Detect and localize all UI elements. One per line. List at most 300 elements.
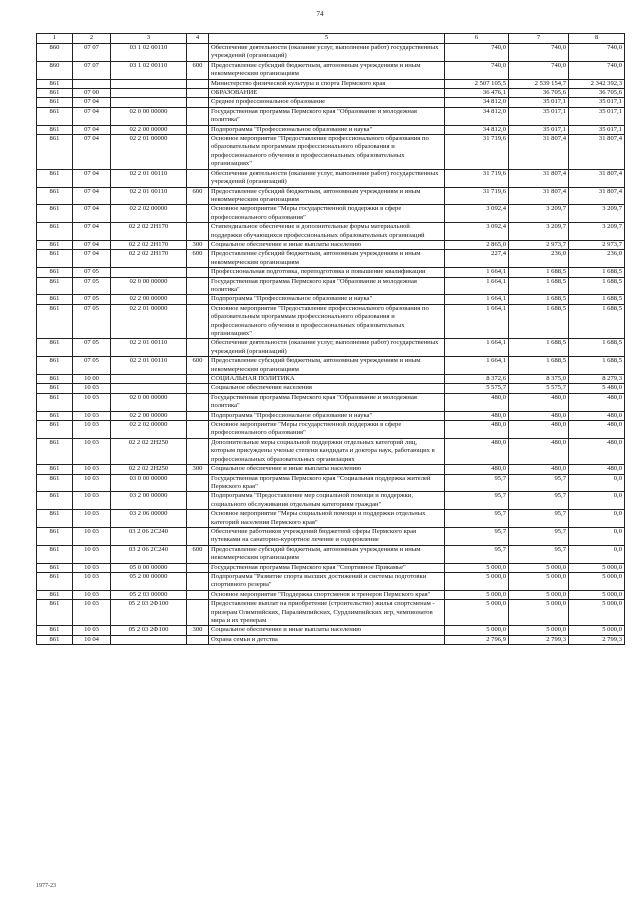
amount-year-3-cell: 1 688,5 bbox=[569, 268, 625, 277]
expense-type-code-cell: 600 bbox=[187, 545, 209, 563]
target-article-code-cell: 02 2 02 2Н250 bbox=[111, 465, 187, 474]
item-name-cell: Обеспечение деятельности (оказание услуг, выполнение работ) государственных учреждений (организаций) bbox=[209, 339, 445, 357]
ministry-code-cell: 860 bbox=[37, 61, 73, 79]
amount-year-2-cell: 1 688,5 bbox=[509, 357, 569, 375]
document-stamp: 1977-23 bbox=[36, 883, 56, 889]
target-article-code-cell bbox=[111, 98, 187, 107]
section-code-cell: 07 04 bbox=[73, 135, 111, 170]
expense-type-code-cell bbox=[187, 474, 209, 492]
amount-year-2-cell: 480,0 bbox=[509, 465, 569, 474]
expense-type-code-cell bbox=[187, 384, 209, 393]
section-code-cell: 10 03 bbox=[73, 626, 111, 635]
amount-year-2-cell: 95,7 bbox=[509, 545, 569, 563]
table-row bbox=[37, 600, 625, 626]
section-code-cell: 10 03 bbox=[73, 393, 111, 411]
amount-year-3-cell: 5 000,0 bbox=[569, 590, 625, 599]
table-row bbox=[37, 223, 625, 241]
column-header: 2 bbox=[73, 34, 111, 44]
section-code-cell: 10 03 bbox=[73, 492, 111, 510]
column-header: 4 bbox=[187, 34, 209, 44]
item-name-cell: Социальное обеспечение и иные выплаты населению bbox=[209, 240, 445, 249]
amount-year-1-cell: 95,7 bbox=[445, 527, 509, 545]
amount-year-3-cell: 5 000,0 bbox=[569, 600, 625, 626]
column-header: 7 bbox=[509, 34, 569, 44]
table-row bbox=[37, 135, 625, 170]
item-name-cell: Предоставление субсидий бюджетным, автономным учреждениям и иным некоммерческим организациям bbox=[209, 250, 445, 268]
expense-type-code-cell bbox=[187, 79, 209, 88]
item-name-cell: Предоставление субсидий бюджетным, автономным учреждениям и иным некоммерческим организациям bbox=[209, 61, 445, 79]
expense-type-code-cell bbox=[187, 393, 209, 411]
table-row bbox=[37, 474, 625, 492]
ministry-code-cell: 861 bbox=[37, 107, 73, 125]
item-name-cell: Государственная программа Пермского края "Образование и молодежная политика" bbox=[209, 277, 445, 295]
amount-year-3-cell: 5 000,0 bbox=[569, 626, 625, 635]
amount-year-3-cell: 5 480,0 bbox=[569, 384, 625, 393]
target-article-code-cell bbox=[111, 635, 187, 644]
item-name-cell: Стипендиальное обеспечение и дополнительные формы материальной поддержки обучающихся профессиональных образовательных организаций bbox=[209, 223, 445, 241]
section-code-cell: 10 03 bbox=[73, 563, 111, 572]
table-row bbox=[37, 357, 625, 375]
amount-year-3-cell: 5 000,0 bbox=[569, 563, 625, 572]
amount-year-2-cell: 8 375,0 bbox=[509, 375, 569, 384]
table-row bbox=[37, 125, 625, 134]
amount-year-2-cell: 2 799,3 bbox=[509, 635, 569, 644]
target-article-code-cell: 03 1 02 00110 bbox=[111, 44, 187, 62]
amount-year-3-cell: 480,0 bbox=[569, 421, 625, 439]
ministry-code-cell: 861 bbox=[37, 205, 73, 223]
amount-year-3-cell: 740,0 bbox=[569, 61, 625, 79]
item-name-cell: Социальное обеспечение и иные выплаты населению bbox=[209, 465, 445, 474]
amount-year-1-cell: 480,0 bbox=[445, 465, 509, 474]
expense-type-code-cell bbox=[187, 411, 209, 420]
target-article-code-cell: 03 2 06 00000 bbox=[111, 510, 187, 528]
expense-type-code-cell bbox=[187, 527, 209, 545]
amount-year-1-cell: 480,0 bbox=[445, 393, 509, 411]
target-article-code-cell: 02 2 01 00000 bbox=[111, 304, 187, 339]
amount-year-3-cell: 0,0 bbox=[569, 527, 625, 545]
amount-year-3-cell: 1 688,5 bbox=[569, 304, 625, 339]
item-name-cell: Основное мероприятие "Меры государственной поддержки в сфере профессионального образования" bbox=[209, 421, 445, 439]
section-code-cell: 07 04 bbox=[73, 98, 111, 107]
target-article-code-cell: 02 2 02 2Н170 bbox=[111, 240, 187, 249]
amount-year-1-cell: 740,0 bbox=[445, 61, 509, 79]
table-row bbox=[37, 169, 625, 187]
section-code-cell: 07 00 bbox=[73, 89, 111, 98]
amount-year-1-cell: 480,0 bbox=[445, 411, 509, 420]
section-code-cell: 10 03 bbox=[73, 384, 111, 393]
expense-type-code-cell bbox=[187, 492, 209, 510]
target-article-code-cell: 02 2 01 00000 bbox=[111, 135, 187, 170]
amount-year-2-cell: 1 688,5 bbox=[509, 295, 569, 304]
table-row bbox=[37, 98, 625, 107]
amount-year-1-cell: 740,0 bbox=[445, 44, 509, 62]
amount-year-3-cell: 0,0 bbox=[569, 492, 625, 510]
amount-year-1-cell: 34 812,0 bbox=[445, 107, 509, 125]
ministry-code-cell: 861 bbox=[37, 393, 73, 411]
amount-year-1-cell: 1 664,1 bbox=[445, 339, 509, 357]
item-name-cell: Социальное обеспечение населения bbox=[209, 384, 445, 393]
column-header: 8 bbox=[569, 34, 625, 44]
ministry-code-cell: 861 bbox=[37, 465, 73, 474]
expense-type-code-cell bbox=[187, 563, 209, 572]
item-name-cell: Государственная программа Пермского края "Образование и молодежная политика" bbox=[209, 107, 445, 125]
column-header: 5 bbox=[209, 34, 445, 44]
target-article-code-cell: 02 2 02 2Н170 bbox=[111, 223, 187, 241]
amount-year-1-cell: 1 664,1 bbox=[445, 304, 509, 339]
amount-year-3-cell: 35 017,1 bbox=[569, 98, 625, 107]
item-name-cell: Предоставление выплат на приобретение (строительство) жилья спортсменам - призерам Олимпийских, Паралимпийских, Сурдлимпийских игр, чемпионатов мира и их тренерам bbox=[209, 600, 445, 626]
target-article-code-cell: 02 2 01 00110 bbox=[111, 357, 187, 375]
target-article-code-cell: 02 2 02 2Н170 bbox=[111, 250, 187, 268]
target-article-code-cell: 02 0 00 00000 bbox=[111, 107, 187, 125]
column-header: 1 bbox=[37, 34, 73, 44]
ministry-code-cell: 861 bbox=[37, 357, 73, 375]
section-code-cell: 07 04 bbox=[73, 205, 111, 223]
ministry-code-cell: 861 bbox=[37, 169, 73, 187]
target-article-code-cell: 02 2 02 2Н250 bbox=[111, 438, 187, 464]
header-row bbox=[37, 34, 625, 44]
table-row bbox=[37, 107, 625, 125]
target-article-code-cell: 02 2 00 00000 bbox=[111, 411, 187, 420]
amount-year-2-cell: 2 973,7 bbox=[509, 240, 569, 249]
column-header: 6 bbox=[445, 34, 509, 44]
section-code-cell: 07 05 bbox=[73, 304, 111, 339]
amount-year-1-cell: 8 372,6 bbox=[445, 375, 509, 384]
table-row bbox=[37, 187, 625, 205]
target-article-code-cell: 02 0 00 00000 bbox=[111, 393, 187, 411]
expense-type-code-cell bbox=[187, 169, 209, 187]
item-name-cell: Основное мероприятие "Меры государственной поддержки в сфере профессионального образования" bbox=[209, 205, 445, 223]
table-row bbox=[37, 411, 625, 420]
table-row bbox=[37, 375, 625, 384]
section-code-cell: 07 05 bbox=[73, 295, 111, 304]
item-name-cell: СОЦИАЛЬНАЯ ПОЛИТИКА bbox=[209, 375, 445, 384]
amount-year-3-cell: 2 973,7 bbox=[569, 240, 625, 249]
section-code-cell: 07 04 bbox=[73, 107, 111, 125]
target-article-code-cell: 02 2 01 00110 bbox=[111, 339, 187, 357]
amount-year-3-cell: 236,0 bbox=[569, 250, 625, 268]
target-article-code-cell: 05 2 00 00000 bbox=[111, 572, 187, 590]
ministry-code-cell: 861 bbox=[37, 474, 73, 492]
amount-year-2-cell: 5 575,7 bbox=[509, 384, 569, 393]
ministry-code-cell: 861 bbox=[37, 240, 73, 249]
table-row bbox=[37, 61, 625, 79]
section-code-cell: 10 03 bbox=[73, 411, 111, 420]
item-name-cell: Предоставление субсидий бюджетным, автономным учреждениям и иным некоммерческим организациям bbox=[209, 545, 445, 563]
ministry-code-cell: 861 bbox=[37, 421, 73, 439]
amount-year-1-cell: 1 664,1 bbox=[445, 357, 509, 375]
ministry-code-cell: 861 bbox=[37, 563, 73, 572]
amount-year-1-cell: 34 812,0 bbox=[445, 98, 509, 107]
expense-type-code-cell: 300 bbox=[187, 465, 209, 474]
amount-year-1-cell: 1 664,1 bbox=[445, 268, 509, 277]
amount-year-3-cell: 1 688,5 bbox=[569, 295, 625, 304]
target-article-code-cell: 02 0 00 00000 bbox=[111, 277, 187, 295]
section-code-cell: 10 03 bbox=[73, 572, 111, 590]
item-name-cell: Предоставление субсидий бюджетным, автономным учреждениям и иным некоммерческим организациям bbox=[209, 187, 445, 205]
section-code-cell: 07 05 bbox=[73, 277, 111, 295]
section-code-cell: 10 00 bbox=[73, 375, 111, 384]
amount-year-3-cell: 1 688,5 bbox=[569, 357, 625, 375]
amount-year-1-cell: 34 812,0 bbox=[445, 125, 509, 134]
ministry-code-cell: 861 bbox=[37, 187, 73, 205]
item-name-cell: Обеспечение деятельности (оказание услуг, выполнение работ) государственных учреждений (организаций) bbox=[209, 44, 445, 62]
amount-year-2-cell: 95,7 bbox=[509, 492, 569, 510]
amount-year-2-cell: 480,0 bbox=[509, 421, 569, 439]
table-row bbox=[37, 635, 625, 644]
expense-type-code-cell bbox=[187, 44, 209, 62]
ministry-code-cell: 861 bbox=[37, 411, 73, 420]
expense-type-code-cell bbox=[187, 295, 209, 304]
section-code-cell: 10 03 bbox=[73, 590, 111, 599]
amount-year-2-cell: 740,0 bbox=[509, 61, 569, 79]
table-row bbox=[37, 626, 625, 635]
ministry-code-cell: 861 bbox=[37, 135, 73, 170]
amount-year-2-cell: 95,7 bbox=[509, 474, 569, 492]
amount-year-2-cell: 1 688,5 bbox=[509, 304, 569, 339]
item-name-cell: Министерство физической культуры и спорта Пермского края bbox=[209, 79, 445, 88]
amount-year-3-cell: 36 705,6 bbox=[569, 89, 625, 98]
amount-year-1-cell: 5 000,0 bbox=[445, 563, 509, 572]
section-code-cell: 07 04 bbox=[73, 240, 111, 249]
amount-year-2-cell: 31 807,4 bbox=[509, 135, 569, 170]
section-code-cell: 10 03 bbox=[73, 545, 111, 563]
table-row bbox=[37, 492, 625, 510]
section-code-cell: 07 05 bbox=[73, 339, 111, 357]
item-name-cell: Подпрограмма "Предоставление мер социальной помощи и поддержки, социального обслуживания отдельным категориям граждан" bbox=[209, 492, 445, 510]
target-article-code-cell: 03 0 00 00000 bbox=[111, 474, 187, 492]
table-row bbox=[37, 465, 625, 474]
ministry-code-cell: 861 bbox=[37, 339, 73, 357]
amount-year-1-cell: 31 719,6 bbox=[445, 187, 509, 205]
amount-year-1-cell: 36 476,1 bbox=[445, 89, 509, 98]
item-name-cell: Подпрограмма "Профессиональное образование и наука" bbox=[209, 411, 445, 420]
target-article-code-cell bbox=[111, 384, 187, 393]
section-code-cell: 07 04 bbox=[73, 187, 111, 205]
amount-year-1-cell: 31 719,6 bbox=[445, 135, 509, 170]
expense-type-code-cell bbox=[187, 107, 209, 125]
amount-year-1-cell: 227,4 bbox=[445, 250, 509, 268]
amount-year-2-cell: 31 807,4 bbox=[509, 187, 569, 205]
target-article-code-cell: 05 0 00 00000 bbox=[111, 563, 187, 572]
amount-year-1-cell: 5 000,0 bbox=[445, 572, 509, 590]
table-row bbox=[37, 295, 625, 304]
target-article-code-cell: 02 2 01 00110 bbox=[111, 187, 187, 205]
table-row bbox=[37, 393, 625, 411]
amount-year-2-cell: 5 000,0 bbox=[509, 626, 569, 635]
expense-type-code-cell: 600 bbox=[187, 357, 209, 375]
amount-year-3-cell: 31 807,4 bbox=[569, 169, 625, 187]
expense-type-code-cell bbox=[187, 375, 209, 384]
amount-year-2-cell: 3 209,7 bbox=[509, 223, 569, 241]
amount-year-1-cell: 31 719,6 bbox=[445, 169, 509, 187]
expense-type-code-cell bbox=[187, 277, 209, 295]
target-article-code-cell bbox=[111, 89, 187, 98]
amount-year-3-cell: 8 279,3 bbox=[569, 375, 625, 384]
amount-year-1-cell: 2 865,0 bbox=[445, 240, 509, 249]
table-row bbox=[37, 421, 625, 439]
ministry-code-cell: 861 bbox=[37, 384, 73, 393]
item-name-cell: Государственная программа Пермского края "Образование и молодежная политика" bbox=[209, 393, 445, 411]
amount-year-2-cell: 480,0 bbox=[509, 438, 569, 464]
amount-year-2-cell: 2 539 154,7 bbox=[509, 79, 569, 88]
amount-year-2-cell: 480,0 bbox=[509, 393, 569, 411]
amount-year-1-cell: 5 575,7 bbox=[445, 384, 509, 393]
ministry-code-cell: 861 bbox=[37, 600, 73, 626]
amount-year-3-cell: 5 000,0 bbox=[569, 572, 625, 590]
section-code-cell: 07 05 bbox=[73, 268, 111, 277]
table-row bbox=[37, 250, 625, 268]
amount-year-1-cell: 2 796,9 bbox=[445, 635, 509, 644]
expense-type-code-cell bbox=[187, 600, 209, 626]
expense-type-code-cell bbox=[187, 223, 209, 241]
amount-year-3-cell: 480,0 bbox=[569, 393, 625, 411]
amount-year-3-cell: 3 209,7 bbox=[569, 205, 625, 223]
ministry-code-cell: 861 bbox=[37, 89, 73, 98]
expense-type-code-cell bbox=[187, 635, 209, 644]
table-body bbox=[37, 44, 625, 645]
section-code-cell: 10 03 bbox=[73, 465, 111, 474]
table-row bbox=[37, 545, 625, 563]
amount-year-3-cell: 2 342 392,3 bbox=[569, 79, 625, 88]
ministry-code-cell: 861 bbox=[37, 223, 73, 241]
amount-year-2-cell: 740,0 bbox=[509, 44, 569, 62]
amount-year-1-cell: 5 000,0 bbox=[445, 626, 509, 635]
amount-year-1-cell: 95,7 bbox=[445, 545, 509, 563]
table-row bbox=[37, 510, 625, 528]
amount-year-3-cell: 0,0 bbox=[569, 510, 625, 528]
amount-year-3-cell: 480,0 bbox=[569, 465, 625, 474]
item-name-cell: Предоставление субсидий бюджетным, автономным учреждениям и иным некоммерческим организациям bbox=[209, 357, 445, 375]
amount-year-2-cell: 236,0 bbox=[509, 250, 569, 268]
ministry-code-cell: 861 bbox=[37, 527, 73, 545]
item-name-cell: Профессиональная подготовка, переподготовка и повышение квалификации bbox=[209, 268, 445, 277]
amount-year-3-cell: 31 807,4 bbox=[569, 187, 625, 205]
ministry-code-cell: 861 bbox=[37, 438, 73, 464]
amount-year-2-cell: 31 807,4 bbox=[509, 169, 569, 187]
amount-year-1-cell: 95,7 bbox=[445, 510, 509, 528]
amount-year-2-cell: 95,7 bbox=[509, 527, 569, 545]
amount-year-2-cell: 5 000,0 bbox=[509, 590, 569, 599]
section-code-cell: 10 03 bbox=[73, 527, 111, 545]
amount-year-2-cell: 1 688,5 bbox=[509, 268, 569, 277]
item-name-cell: Основное мероприятие "Предоставление профессионального образования по образовательным программам профессионального образования и профессионального обучения в профессиональных образовательных организациях" bbox=[209, 304, 445, 339]
expense-type-code-cell bbox=[187, 421, 209, 439]
ministry-code-cell: 861 bbox=[37, 98, 73, 107]
amount-year-3-cell: 1 688,5 bbox=[569, 339, 625, 357]
column-header: 3 bbox=[111, 34, 187, 44]
target-article-code-cell: 03 2 06 2С240 bbox=[111, 545, 187, 563]
expense-type-code-cell bbox=[187, 572, 209, 590]
section-code-cell: 07 07 bbox=[73, 61, 111, 79]
amount-year-1-cell: 95,7 bbox=[445, 492, 509, 510]
item-name-cell: Основное мероприятие "Меры социальной помощи и поддержки отдельных категорий населения Пермского края" bbox=[209, 510, 445, 528]
expense-type-code-cell: 300 bbox=[187, 626, 209, 635]
section-code-cell: 07 04 bbox=[73, 223, 111, 241]
target-article-code-cell: 05 2 03 00000 bbox=[111, 590, 187, 599]
table-row bbox=[37, 572, 625, 590]
item-name-cell: Социальное обеспечение и иные выплаты населению bbox=[209, 626, 445, 635]
amount-year-3-cell: 480,0 bbox=[569, 438, 625, 464]
amount-year-3-cell: 35 017,1 bbox=[569, 107, 625, 125]
expense-type-code-cell bbox=[187, 339, 209, 357]
amount-year-1-cell: 3 092,4 bbox=[445, 205, 509, 223]
section-code-cell: 10 03 bbox=[73, 600, 111, 626]
ministry-code-cell: 861 bbox=[37, 79, 73, 88]
target-article-code-cell bbox=[111, 268, 187, 277]
target-article-code-cell bbox=[111, 375, 187, 384]
table-row bbox=[37, 527, 625, 545]
section-code-cell: 10 03 bbox=[73, 438, 111, 464]
amount-year-2-cell: 35 017,1 bbox=[509, 107, 569, 125]
item-name-cell: Основное мероприятие "Предоставление профессионального образования по образовательным программам профессионального образования и профессионального обучения в профессиональных образовательных организациях" bbox=[209, 135, 445, 170]
target-article-code-cell: 02 2 00 00000 bbox=[111, 125, 187, 134]
amount-year-1-cell: 2 507 105,5 bbox=[445, 79, 509, 88]
expense-type-code-cell bbox=[187, 438, 209, 464]
amount-year-1-cell: 1 664,1 bbox=[445, 277, 509, 295]
expense-type-code-cell bbox=[187, 135, 209, 170]
amount-year-3-cell: 3 209,7 bbox=[569, 223, 625, 241]
table-row bbox=[37, 79, 625, 88]
ministry-code-cell: 861 bbox=[37, 295, 73, 304]
amount-year-1-cell: 480,0 bbox=[445, 438, 509, 464]
expense-type-code-cell bbox=[187, 205, 209, 223]
table-row bbox=[37, 89, 625, 98]
amount-year-2-cell: 35 017,1 bbox=[509, 125, 569, 134]
table-row bbox=[37, 384, 625, 393]
table-row bbox=[37, 240, 625, 249]
amount-year-3-cell: 1 688,5 bbox=[569, 277, 625, 295]
section-code-cell: 10 03 bbox=[73, 474, 111, 492]
amount-year-3-cell: 740,0 bbox=[569, 44, 625, 62]
expense-type-code-cell bbox=[187, 304, 209, 339]
amount-year-2-cell: 95,7 bbox=[509, 510, 569, 528]
ministry-code-cell: 861 bbox=[37, 125, 73, 134]
table-row bbox=[37, 563, 625, 572]
amount-year-3-cell: 31 807,4 bbox=[569, 135, 625, 170]
ministry-code-cell: 861 bbox=[37, 545, 73, 563]
section-code-cell: 07 04 bbox=[73, 125, 111, 134]
item-name-cell: Подпрограмма "Развитие спорта высших достижений и системы подготовки спортивного резерва" bbox=[209, 572, 445, 590]
table-row bbox=[37, 268, 625, 277]
section-code-cell: 07 05 bbox=[73, 357, 111, 375]
table-row bbox=[37, 339, 625, 357]
amount-year-3-cell: 0,0 bbox=[569, 474, 625, 492]
table-row bbox=[37, 438, 625, 464]
target-article-code-cell: 03 2 00 00000 bbox=[111, 492, 187, 510]
budget-table bbox=[36, 33, 625, 645]
table-row bbox=[37, 44, 625, 62]
amount-year-2-cell: 1 688,5 bbox=[509, 339, 569, 357]
expense-type-code-cell: 300 bbox=[187, 240, 209, 249]
ministry-code-cell: 861 bbox=[37, 304, 73, 339]
target-article-code-cell: 02 2 02 00000 bbox=[111, 205, 187, 223]
expense-type-code-cell bbox=[187, 590, 209, 599]
ministry-code-cell: 861 bbox=[37, 492, 73, 510]
expense-type-code-cell bbox=[187, 268, 209, 277]
amount-year-3-cell: 0,0 bbox=[569, 545, 625, 563]
amount-year-1-cell: 3 092,4 bbox=[445, 223, 509, 241]
amount-year-1-cell: 1 664,1 bbox=[445, 295, 509, 304]
expense-type-code-cell bbox=[187, 125, 209, 134]
item-name-cell: Подпрограмма "Профессиональное образование и наука" bbox=[209, 125, 445, 134]
amount-year-1-cell: 95,7 bbox=[445, 474, 509, 492]
ministry-code-cell: 861 bbox=[37, 572, 73, 590]
ministry-code-cell: 861 bbox=[37, 510, 73, 528]
item-name-cell: ОБРАЗОВАНИЕ bbox=[209, 89, 445, 98]
amount-year-3-cell: 2 799,3 bbox=[569, 635, 625, 644]
ministry-code-cell: 861 bbox=[37, 250, 73, 268]
